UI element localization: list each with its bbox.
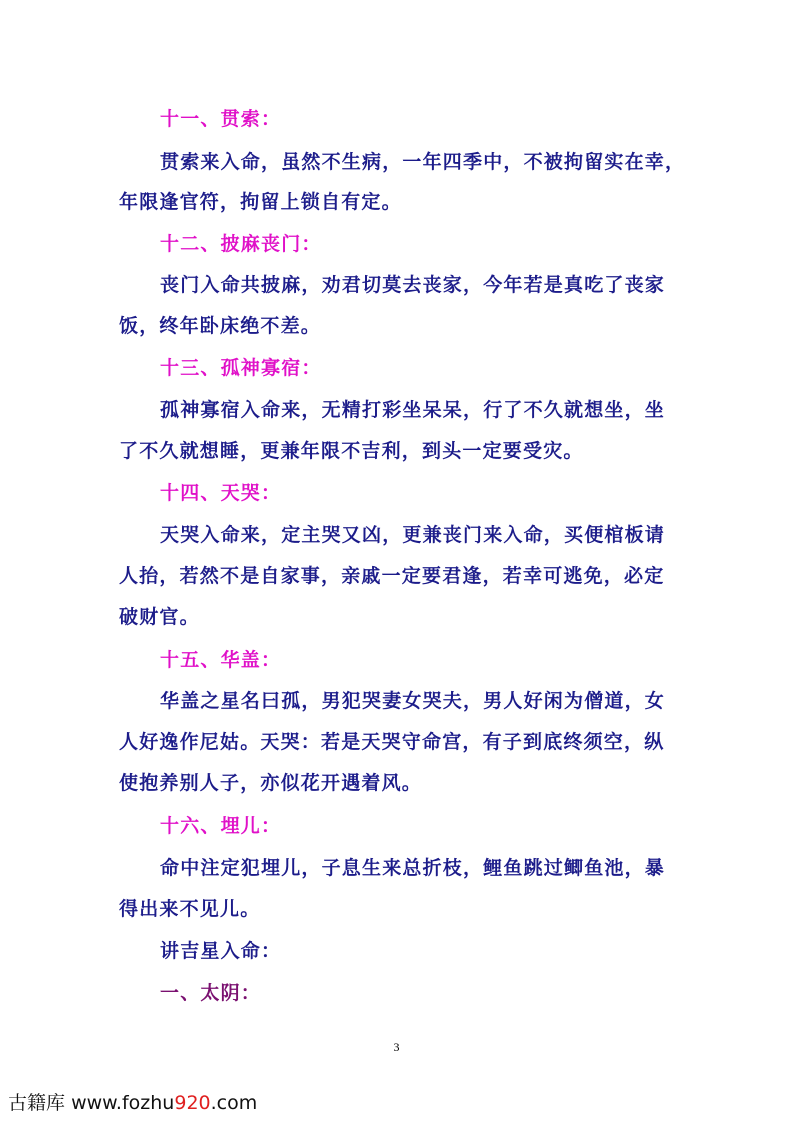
body-line: 年限逢官符，拘留上锁自有定。	[119, 191, 402, 213]
body-line: 得出来不见儿。	[119, 898, 261, 920]
section-heading: 十六、埋儿：	[160, 815, 282, 837]
body-line: 破财官。	[119, 606, 200, 628]
section-heading: 十二、披麻丧门：	[160, 233, 322, 255]
body-line: 丧门入命共披麻，劝君切莫去丧家，今年若是真吃了丧家	[160, 274, 666, 296]
section-heading: 十四、天哭：	[160, 482, 282, 504]
body-line: 人抬，若然不是自家事，亲戚一定要君逢，若幸可逃免，必定	[119, 565, 665, 587]
watermark-url-number: 920	[174, 1092, 211, 1114]
watermark-url-prefix: www.fozhu	[71, 1092, 175, 1114]
body-line: 饭，终年卧床绝不差。	[119, 315, 322, 337]
page-number: 3	[393, 1040, 400, 1054]
watermark-site-name: 古籍库	[8, 1092, 66, 1114]
body-line: 孤神寡宿入命来，无精打彩坐呆呆，行了不久就想坐，坐	[160, 399, 666, 421]
body-line: 命中注定犯埋儿，子息生来总折枝，鲤鱼跳过鲫鱼池，暴	[160, 857, 666, 879]
body-line: 贯索来入命，虽然不生病，一年四季中，不被拘留实在幸，	[160, 151, 686, 173]
body-line: 人好逸作尼姑。天哭：若是天哭守命宫，有子到底终须空，纵	[119, 731, 665, 753]
body-line: 华盖之星名曰孤，男犯哭妻女哭夫，男人好闲为僧道，女	[160, 690, 666, 712]
section-heading: 十三、孤神寡宿：	[160, 357, 322, 379]
section-heading: 一、太阴：	[160, 982, 262, 1004]
site-watermark	[8, 1088, 257, 1115]
body-line: 使抱养别人子，亦似花开遇着风。	[119, 772, 423, 794]
body-line: 了不久就想睡，更兼年限不吉利，到头一定要受灾。	[119, 440, 584, 462]
section-heading: 十一、贯索：	[160, 108, 282, 130]
section-heading: 十五、华盖：	[160, 649, 282, 671]
body-line: 天哭入命来，定主哭又凶，更兼丧门来入命，买便棺板请	[160, 524, 666, 546]
watermark-url-suffix: .com	[210, 1092, 258, 1114]
subsection-intro: 讲吉星入命：	[160, 940, 282, 962]
